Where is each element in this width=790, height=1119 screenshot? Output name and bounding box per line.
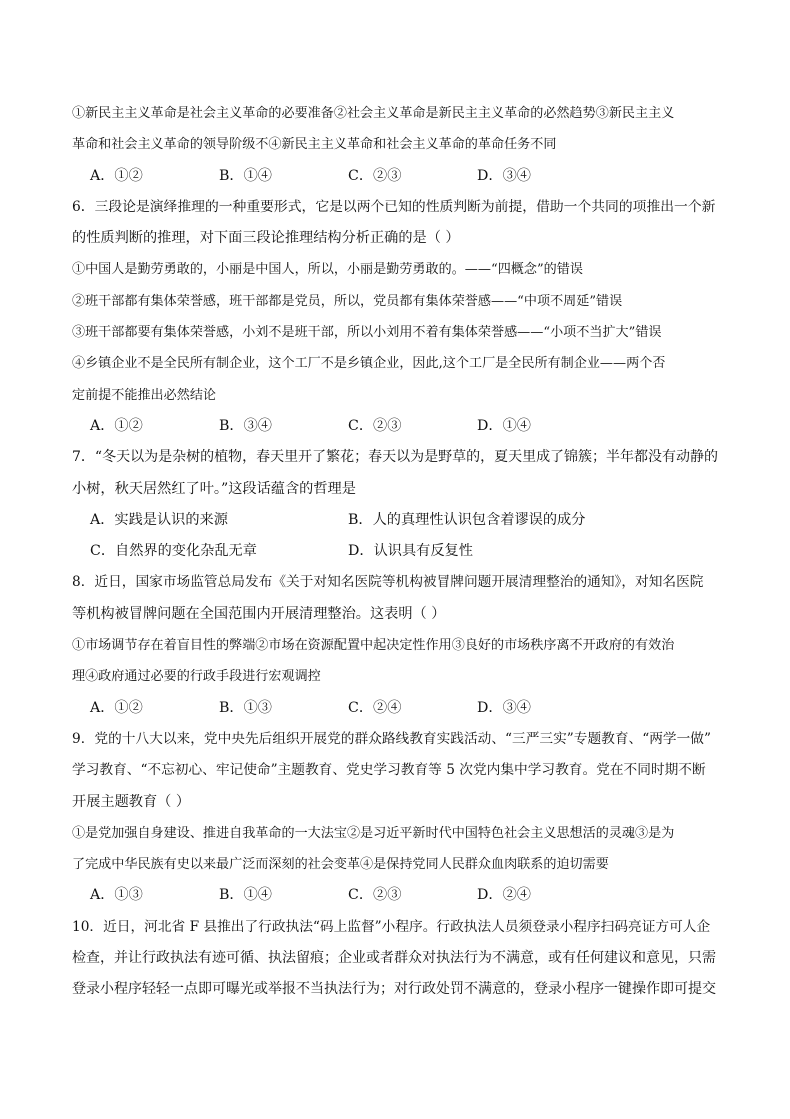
q6-option-a: A．①②	[90, 417, 143, 434]
q7-option-c: C．自然界的变化杂乱无章	[90, 543, 257, 560]
q8-stem-line: 8．近日，国家市场监管总局发布《关于对知名医院等机构被冒牌问题开展清理整治的通知》，对知名医院	[72, 574, 704, 591]
q6-item-line: ④乡镇企业不是全民所有制企业，这个工厂不是乡镇企业，因此,这个工厂是全民所有制企业——两个否	[72, 356, 666, 372]
q10-stem-line: 10．近日，河北省 F 县推出了行政执法“码上监督”小程序。行政执法人员须登录小程序扫码亮证方可人企	[72, 918, 711, 935]
q9-option-c: C．②③	[348, 887, 402, 904]
q9-option-a: A．①③	[90, 887, 143, 904]
q5-option-d: D．③④	[477, 167, 531, 184]
q7-option-a: A．实践是认识的来源	[90, 511, 228, 528]
q8-stem-line: 等机构被冒牌问题在全国范围内开展清理整治。这表明（ ）	[72, 605, 446, 622]
q7-option-d: D．认识具有反复性	[348, 543, 473, 560]
q9-stem-line: 9．党的十八大以来，党中央先后组织开展党的群众路线教育实践活动、“三严三实”专题教育、“两学一做”	[72, 730, 711, 747]
q9-stem-line: 学习教育、“不忘初心、牢记使命”主题教育、党史学习教育等 5 次党内集中学习教育。党在不同时期不断	[72, 762, 706, 779]
q6-stem-line: 的性质判断的推理，对下面三段论推理结构分析正确的是（ ）	[72, 230, 460, 247]
q8-options	[72, 693, 720, 724]
q10-stem-line: 登录小程序轻轻一点即可曝光或举报不当执法行为；对行政处罚不满意的，登录小程序一键操作即可提交	[72, 981, 716, 998]
q6-item-line: ②班干部都有集体荣誉感，班干部都是党员，所以，党员都有集体荣誉感——“中项不周延”错误	[72, 293, 623, 309]
q6-item-line: ①中国人是勤劳勇敢的，小丽是中国人，所以，小丽是勤劳勇敢的。——“四概念”的错误	[72, 262, 583, 278]
q8-option-a: A．①②	[90, 699, 143, 716]
q7-options-row-2	[72, 536, 720, 567]
q8-option-c: C．②④	[348, 699, 402, 716]
q9-item-line: ①是党加强自身建设、推进自我革命的一大法宝②是习近平新时代中国特色社会主义思想活的灵魂③是为	[72, 825, 675, 841]
q9-stem-line: 开展主题教育（ ）	[72, 793, 191, 810]
q8-item-line: ①市场调节存在着盲目性的弊端②市场在资源配置中起决定性作用③良好的市场秩序离不开政府的有效治	[72, 638, 675, 654]
q8-option-b: B．①③	[219, 699, 272, 716]
q9-option-d: D．②④	[477, 887, 531, 904]
q5-option-b: B．①④	[219, 167, 272, 184]
q6-option-c: C．②③	[348, 417, 402, 434]
q6-item-line: ③班干部都要有集体荣誉感，小刘不是班干部，所以小刘用不着有集体荣誉感——“小项不当扩大”错误	[72, 325, 662, 341]
q5-options	[72, 161, 720, 192]
q8-item-line: 理④政府通过必要的行政手段进行宏观调控	[72, 669, 321, 685]
page-content	[72, 98, 720, 1006]
q7-stem-line: 7．“冬天以为是杂树的植物，春天里开了繁花；春天以为是野草的，夏天里成了锦簇；半年都没有动静的	[72, 449, 719, 466]
q8-option-d: D．③④	[477, 699, 531, 716]
q5-option-c: C．②③	[348, 167, 402, 184]
q9-item-line: 了完成中华民族有史以来最广泛而深刻的社会变革④是保持党同人民群众血肉联系的迫切需要	[72, 857, 609, 873]
q10-stem-line: 检查，并让行政执法有迹可循、执法留痕；企业或者群众对执法行为不满意，或有任何建议和意见，只需	[72, 950, 716, 967]
q5-option-a: A．①②	[90, 167, 143, 184]
q7-option-b: B．人的真理性认识包含着谬误的成分	[348, 511, 586, 528]
q6-option-d: D．①④	[477, 417, 531, 434]
q9-options	[72, 880, 720, 911]
q9-option-b: B．①④	[219, 887, 272, 904]
q6-options	[72, 411, 720, 442]
q6-item-line: 定前提不能推出必然结论	[72, 387, 217, 403]
q6-option-b: B．③④	[219, 417, 272, 434]
q7-options-row-1	[72, 505, 720, 536]
q7-stem-line: 小树，秋天居然红了叶。”这段话蕴含的哲理是	[72, 480, 356, 497]
q6-stem-line: 6．三段论是演绎推理的一种重要形式，它是以两个已知的性质判断为前提，借助一个共同的项推出一个新	[72, 198, 716, 215]
q5-statement-line: 革命和社会主义革命的领导阶级不④新民主主义革命和社会主义革命的革命任务不同	[72, 137, 557, 153]
q5-statement-line: ①新民主主义革命是社会主义革命的必要准备②社会主义革命是新民主主义革命的必然趋势③新民主主义	[72, 106, 675, 121]
